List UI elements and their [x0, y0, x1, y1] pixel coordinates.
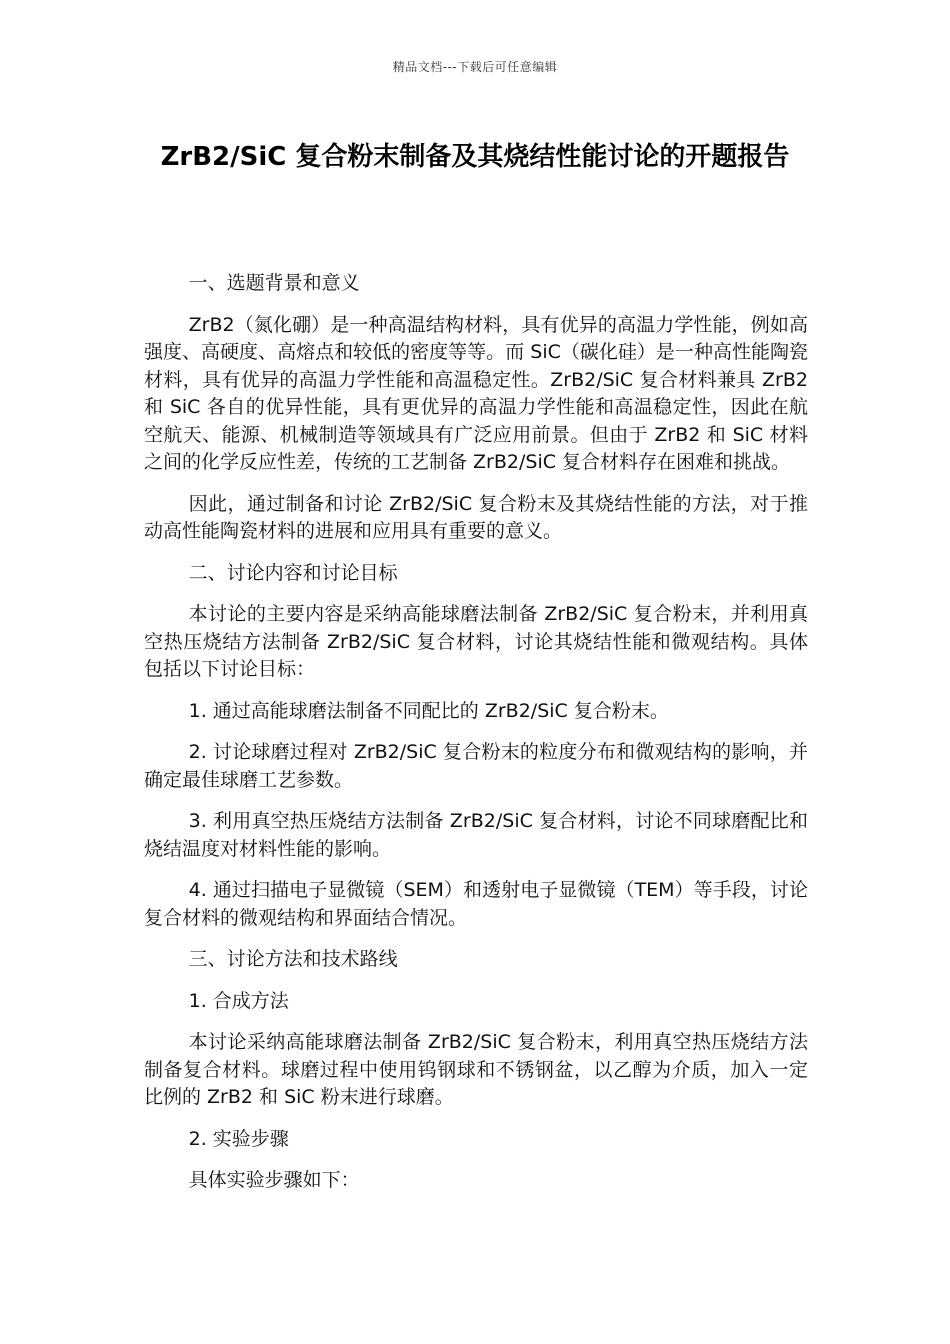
section-heading-2: 二、讨论内容和讨论目标 [188, 561, 398, 584]
section-heading-3: 三、讨论方法和技术路线 [188, 948, 398, 970]
list-item: 1. 通过高能球磨法制备不同配比的 ZrB2/SiC 复合粉末。 [188, 699, 669, 722]
list-item: 4. 通过扫描电子显微镜（SEM）和透射电子显微镜（TEM）等手段，讨论复合材料的微观结构和界面结合情况。 [144, 879, 808, 929]
paragraph: 本讨论的主要内容是采纳高能球磨法制备 ZrB2/SiC 复合粉末，并利用真空热压烧结方法制备 ZrB2/SiC 复合材料，讨论其烧结性能和微观结构。具体包括以下讨论目标： [144, 603, 808, 680]
section-heading-1: 一、选题背景和意义 [188, 272, 360, 294]
document-body [144, 270, 808, 1209]
paragraph: 具体实验步骤如下： [188, 1169, 360, 1191]
paragraph: 本讨论采纳高能球磨法制备 ZrB2/SiC 复合粉末，利用真空热压烧结方法制备复合材料。球磨过程中使用钨钢球和不锈钢盆，以乙醇为介质，加入一定比例的 ZrB2 和 SiC 粉末进行球磨。 [144, 1031, 808, 1108]
list-item: 2. 讨论球磨过程对 ZrB2/SiC 复合粉末的粒度分布和微观结构的影响，并确定最佳球磨工艺参数。 [144, 741, 808, 791]
subsection-heading: 2. 实验步骤 [188, 1127, 289, 1150]
list-item: 3. 利用真空热压烧结方法制备 ZrB2/SiC 复合材料，讨论不同球磨配比和烧结温度对材料性能的影响。 [144, 810, 808, 860]
header-note: 精品文档---下载后可任意编辑 [392, 60, 558, 74]
document-title: ZrB2/SiC 复合粉末制备及其烧结性能讨论的开题报告 [160, 142, 790, 172]
subsection-heading: 1. 合成方法 [188, 989, 289, 1012]
paragraph: ZrB2（氮化硼）是一种高温结构材料，具有优异的高温力学性能，例如高强度、高硬度、高熔点和较低的密度等等。而 SiC（碳化硅）是一种高性能陶瓷材料，具有优异的高温力学性能和高温稳定性。ZrB2/SiC 复合材料兼具 ZrB2 和 SiC 各自的优异性能，具有更优异的高温力学性能和高温稳定性，因此在航空航天、能源、机械制造等领域具有广泛应用前景。但由于 ZrB2 和 SiC 材料之间的化学反应性差，传统的工艺制备 ZrB2/SiC 复合材料存在困难和挑战。 [144, 313, 808, 473]
paragraph: 因此，通过制备和讨论 ZrB2/SiC 复合粉末及其烧结性能的方法，对于推动高性能陶瓷材料的进展和应用具有重要的意义。 [144, 492, 808, 542]
